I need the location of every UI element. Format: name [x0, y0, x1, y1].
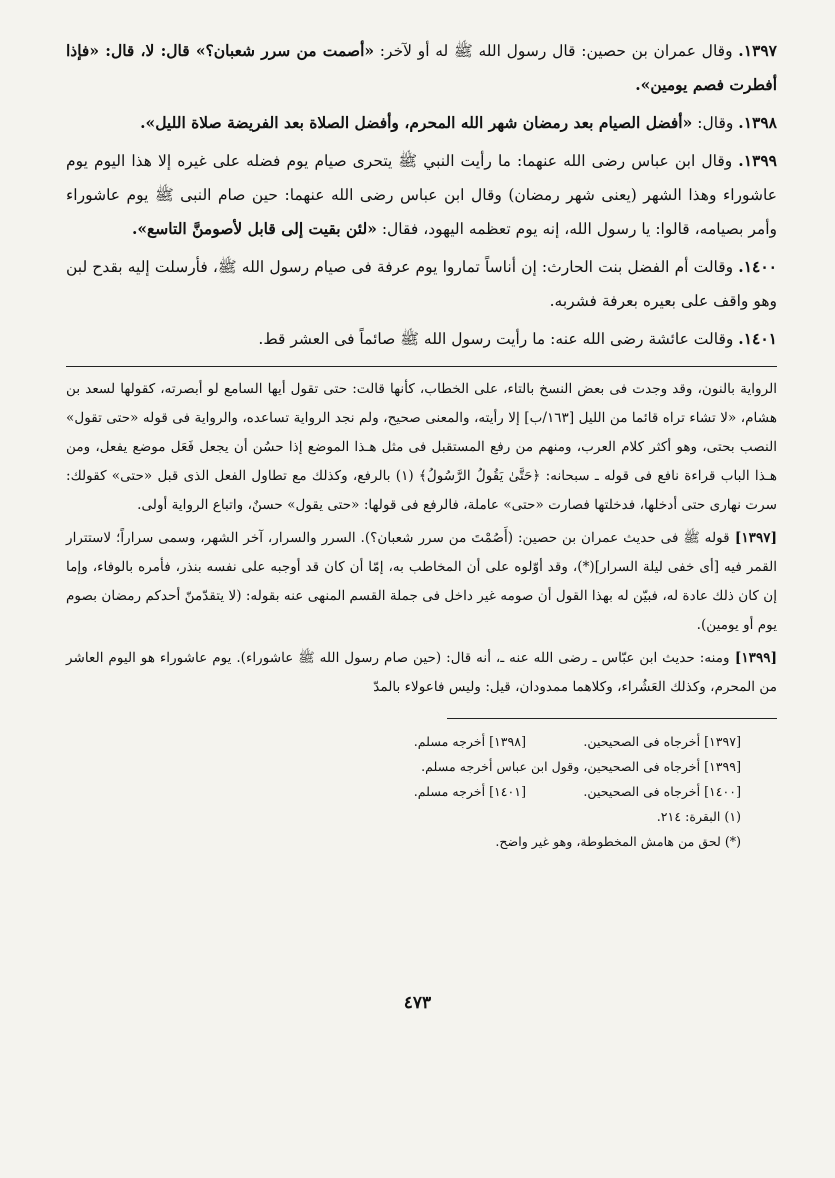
hadith-1397: [66, 34, 777, 102]
hadith-number: ١٣٩٩.: [738, 151, 777, 170]
footnote-row: [66, 829, 777, 854]
commentary-section: [66, 375, 777, 702]
hadith-text: وقالت أم الفضل بنت الحارث: إن أناساً تماروا يوم عرفة فى صيام رسول الله ﷺ، فأرسلت إليه بقدح لبن وهو واقف على بعيره بعرفة فشربه.: [66, 258, 777, 310]
hadith-text: وقال عمران بن حصين: قال رسول الله ﷺ له أو لآخر:: [374, 42, 739, 60]
hadith-quote: «أصمت من سرر شعبان؟» قال: لا، قال: «فإذا أفطرت فصم يومين».: [66, 41, 777, 94]
footnote: [١٣٩٩] أخرجاه فى الصحيحين، وقول ابن عباس أخرجه مسلم.: [421, 759, 741, 774]
footnote-row: [66, 779, 777, 804]
footnote: [١٤٠٠] أخرجاه فى الصحيحين.: [583, 784, 741, 799]
footnote-row: [66, 804, 777, 829]
footnote-divider: [447, 718, 777, 719]
commentary-ref: [١٣٩٧]: [729, 530, 777, 546]
footnote-row: [66, 729, 777, 754]
hadith-quote: «أفضل الصيام بعد رمضان شهر الله المحرم، وأفضل الصلاة بعد الفريضة صلاة الليل».: [140, 113, 693, 132]
commentary-block-1399: [66, 644, 777, 702]
hadith-text: وقالت عائشة رضى الله عنه: ما رأيت رسول الله ﷺ صائماً فى العشر قط.: [258, 330, 739, 348]
footnote: [١٤٠١] أخرجه مسلم.: [413, 784, 526, 799]
hadith-text: وقال:: [692, 114, 739, 132]
footnotes: [66, 729, 777, 854]
footnote: [١٣٩٨] أخرجه مسلم.: [413, 734, 526, 749]
footnote-row: [66, 754, 777, 779]
hadith-section: [66, 34, 777, 356]
commentary-text: الرواية بالنون، وقد وجدت فى بعض النسخ بالتاء، على الخطاب، كأنها قالت: حتى تقول أيها السامع لو أبصرته، كقولها لسعد بن هشام، «لا تشاء تراه قائما من الليل [١٦٣/ب] إلا رأيته، والمعنى صحيح، ولم نجد الرواية تساعده، والرواية فى قوله «حتى تقول» النصب بحتى، وهو أكثر كلام العرب، ومنهم من رفع المستقبل فى مثل هـذا الموضع إذا حسُن أن يجعل فَعَل موضع يفعل، ومن هـذا الباب قراءة نافع فى قوله ـ سبحانه: ﴿حَتَّىٰ يَقُولُ الرَّسُولُ﴾ (١) بالرفع، وكذلك مع تطاول الفعل الذى قبل «حتى» كقولك: سرت نهارى حتى أدخلها، فدخلتها فصارت «حتى» عاملة، فالرفع فى قولها: «حتى يقول» حسنٌ، واتباع الرواية أولى.: [66, 381, 777, 513]
commentary-ref: [١٣٩٩]: [729, 650, 777, 666]
hadith-number: ١٤٠١.: [738, 329, 777, 348]
hadith-1401: [66, 322, 777, 356]
hadith-text: وقال ابن عباس رضى الله عنهما: ما رأيت النبي ﷺ يتحرى صيام يوم فضله على غيره إلا هذا اليوم يوم عاشوراء وهذا الشهر (يعنى شهر رمضان) وقال ابن عباس رضى الله عنهما: حين صام النبى ﷺ يوم عاشوراء وأمر بصيامه، قالوا: يا رسول الله، إنه يوم تعظمه اليهود، فقال:: [66, 152, 777, 238]
commentary-block: [66, 375, 777, 520]
hadith-number: ١٣٩٧.: [738, 41, 777, 60]
hadith-1400: [66, 250, 777, 318]
section-divider: [66, 366, 777, 367]
hadith-quote: «لئن بقيت إلى قابل لأصومنَّ التاسع».: [131, 219, 377, 238]
hadith-1399: [66, 144, 777, 246]
hadith-1398: [66, 106, 777, 140]
commentary-text: قوله ﷺ فى حديث عمران بن حصين: (أَصُمْتَ من سرر شعبان؟). السرر والسرار، آخر الشهر، وسمى سراراً؛ لاستترار القمر فيه [أى خفى ليلة السرار](*)، وقد أوّلوه على أن المخاطب به، إمّا أن كان قد أوجبه على نفسه بنذر، فأمره بالوفاء، وإما إن كان ذلك عادة له، فبيّن له بهذا القول أن صومه غير داخل فى جملة القسم المنهى عنه بقوله: (لا يتقدّمنّ أحدكم رمضان بصوم يوم أو يومين).: [66, 530, 777, 633]
footnote: (١) البقرة: ٢١٤.: [656, 809, 741, 824]
commentary-block-1397: [66, 524, 777, 640]
footnote: [١٣٩٧] أخرجاه فى الصحيحين.: [583, 734, 741, 749]
hadith-number: ١٣٩٨.: [738, 113, 777, 132]
hadith-number: ١٤٠٠.: [738, 257, 777, 276]
page-number: ٤٧٣: [403, 993, 432, 1013]
footnote: (*) لحق من هامش المخطوطة، وهو غير واضح.: [495, 834, 741, 849]
commentary-text: ومنه: حديث ابن عبّاس ـ رضى الله عنه ـ، أنه قال: (حين صام رسول الله ﷺ عاشوراء). يوم عاشوراء هو اليوم العاشر من المحرم، وكذلك العَشُراء، وكلاهما ممدودان، قيل: وليس فاعولاء بالمدّ: [66, 650, 777, 695]
